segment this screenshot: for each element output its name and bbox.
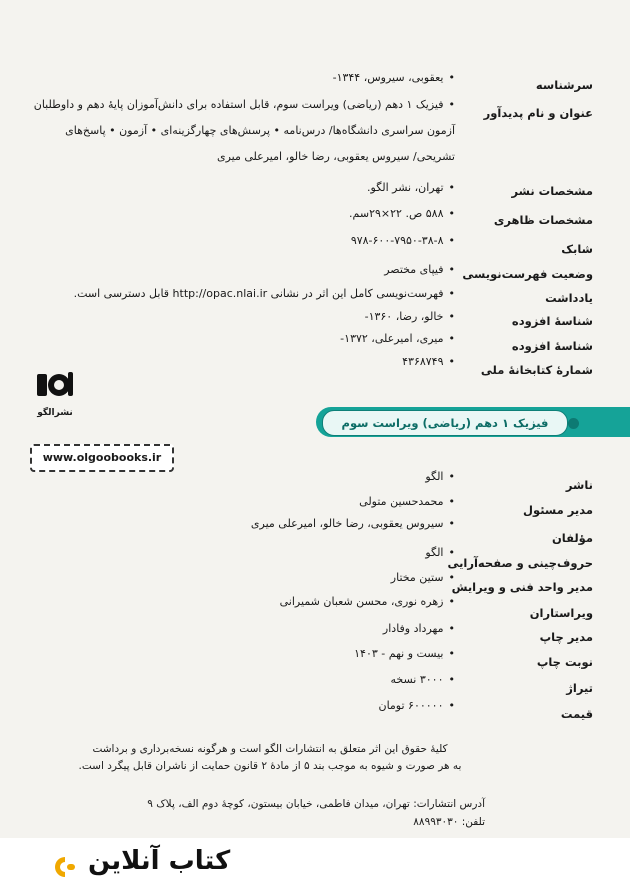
catalog-label: شمارهٔ کتابخانهٔ ملی [480,363,593,377]
address-line: آدرس انتشارات: تهران، میدان فاطمی، خیابان بیستون، کوچهٔ دوم الف، پلاک ۹ [147,798,485,810]
catalog-row-note [0,281,630,305]
catalog-row-national-library-number [0,349,630,377]
credit-label: مدیر چاپ [539,630,593,644]
catalog-value-line: تشریحی/ سیروس یعقوبی، رضا خالو، امیرعلی میری [216,150,455,163]
copyright-line: به هر صورت و شیوه به موجب بند ۵ از مادهٔ ۲ قانون حمایت از ناشران قابل پیگرد است. [78,760,462,772]
catalog-label: شناسهٔ افزوده [511,339,593,353]
credit-label: مدیر مسئول [523,503,593,517]
olgoo-logo-icon [35,368,75,402]
catalog-value: •فیپای مختصر [384,263,455,276]
credit-row-print-manager [0,616,630,644]
credit-row-price [0,693,630,721]
catalog-label: شناسهٔ افزوده [511,314,593,328]
catalog-label: مشخصات ظاهری [493,213,593,227]
credit-row-edition [0,641,630,669]
catalog-value: •۴۳۶۸۷۴۹ [402,355,455,368]
catalog-value: •فهرست‌نویسی کامل این اثر در نشانی http://opac.nlai.ir قابل دسترسی است. [73,287,455,300]
brand-name: کتاب آنلاین [88,846,231,876]
credit-label: تیراژ [566,681,593,695]
credit-row-editors [0,589,630,620]
catalog-row-isbn [0,228,630,256]
credit-value: •بیست و نهم - ۱۴۰۳ [354,647,455,660]
publisher-logo [30,368,80,424]
credit-value: •الگو [425,546,455,559]
credit-row-manager [0,489,630,517]
website-link[interactable]: www.olgoobooks.ir [30,444,174,472]
credit-row-typesetting [0,540,630,570]
credit-row-circulation [0,667,630,695]
catalog-value: •۹۷۸-۶۰۰-۷۹۵۰-۳۸-۸ [350,234,455,247]
publisher-logo-name: نشرالگو [37,408,73,418]
phone-line: تلفن: ۸۸۹۹۳۰۳۰ [413,816,485,828]
credit-label: قیمت [560,707,593,721]
credit-value: •۳۰۰۰ نسخه [390,673,455,686]
publisher-address [125,795,485,831]
credit-label: ویراستاران [529,606,593,620]
catalog-label: عنوان و نام پدیدآور [483,106,593,120]
credit-value: •الگو [425,470,455,483]
catalog-value-line: آزمون سراسری دانشگاه‌ها/ درس‌نامه • پرسش‌های چهارگزینه‌ای • آزمون • پاسخ‌های [65,124,455,137]
catalog-value: •۵۸۸ ص. ۲۲×۲۹سم. [349,207,455,220]
credit-value: •محمدحسین متولی [359,495,455,508]
book-title: فیزیک ۱ دهم (ریاضی) ویراست سوم [322,410,568,436]
catalog-row-publication [0,175,630,199]
catalog-label: شابک [561,242,593,256]
credit-label: حروف‌چینی و صفحه‌آرایی [447,556,593,570]
catalog-label: یادداشت [545,291,593,305]
credit-value: •ستین مختار [390,571,455,584]
credit-row-technical-manager [0,565,630,594]
credit-value: •مهرداد وفادار [382,622,455,635]
catalog-value: •میری، امیرعلی، ۱۳۷۲- [340,332,455,345]
credit-value: •زهره نوری، محسن شعبان شمیرانی [279,595,455,608]
catalog-label: وضعیت فهرست‌نویسی [462,267,593,281]
credit-value: •۶۰۰۰۰۰ تومان [378,699,455,712]
catalog-row-author [0,70,630,94]
credit-label: مؤلفان [551,531,593,545]
catalog-label: سرشناسه [535,78,593,92]
catalog-value: •خالو، رضا، ۱۳۶۰- [364,310,455,323]
catalog-value: •فیزیک ۱ دهم (ریاضی) ویراست سوم، قابل استفاده برای دانش‌آموزان پایهٔ دهم و داوطلبان [33,98,455,111]
credit-label: ناشر [565,478,593,492]
title-bullet-icon [568,418,579,429]
catalog-row-physical [0,201,630,225]
catalog-label: مشخصات نشر [511,184,593,198]
credit-row-publisher [0,464,630,492]
credit-row-authors [0,511,630,545]
copyright-line: کلیهٔ حقوق این اثر متعلق به انتشارات الگو است و هرگونه نسخه‌برداری و برداشت [92,743,448,755]
credit-label: نوبت چاپ [536,655,593,669]
catalog-row-added-entry-2 [0,326,630,353]
ketab-online-logo-icon [52,855,78,879]
catalog-row-added-entry-1 [0,304,630,328]
catalog-row-status [0,257,630,281]
catalog-row-title [0,92,630,163]
copyright-notice [40,741,500,775]
credit-value: •سیروس یعقوبی، رضا خالو، امیرعلی میری [250,517,455,530]
catalog-value: •یعقوبی، سیروس، ۱۳۴۴- [332,71,455,84]
credit-label: مدیر واحد فنی و ویرایش [451,580,593,594]
catalog-value: •تهران، نشر الگو. [367,181,455,194]
brand-footer [0,838,630,891]
